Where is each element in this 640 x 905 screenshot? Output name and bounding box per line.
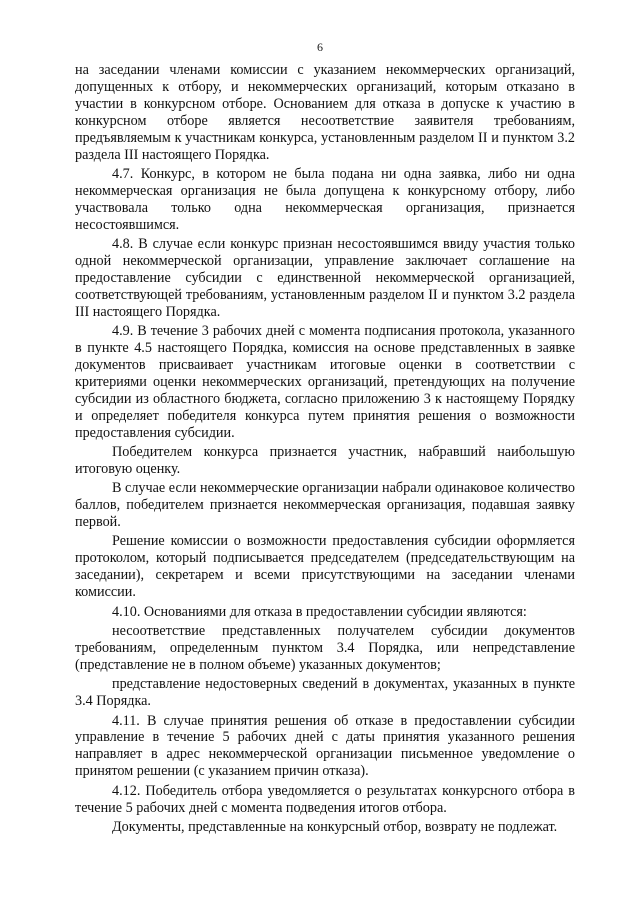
- paragraph-4-7: 4.7. Конкурс, в котором не была подана ни одна заявка, либо ни одна некоммерческая организация не была допущена к конкурсному отбору, либо участвовала только одна некоммерческая организация, признается несостоявшимся.: [75, 165, 575, 233]
- paragraph-documents: Документы, представленные на конкурсный отбор, возврату не подлежат.: [112, 818, 558, 835]
- paragraph-4-10-ground-b: представление недостоверных сведений в документах, указанных в пункте 3.4 Порядка.: [75, 676, 575, 710]
- paragraph-4-10: 4.10. Основаниями для отказа в предоставлении субсидии являются:: [112, 603, 527, 620]
- paragraph-equal-score: В случае если некоммерческие организации набрали одинаковое количество баллов, победителем признается некоммерческая организация, подавшая заявку первой.: [75, 480, 575, 531]
- paragraph-4-10-ground-a: несоответствие представленных получателем субсидии документов требованиям, определенным пунктом 3.4 Порядка, или непредставление (представление не в полном объеме) указанных документов;: [75, 623, 575, 673]
- paragraph-4-11: 4.11. В случае принятия решения об отказе в предоставлении субсидии управление в течение 5 рабочих дней с даты принятия указанного решения направляет в адрес некоммерческой организации письменное уведомление о принятом решении (с указанием причин отказа).: [75, 712, 575, 780]
- paragraph-decision: Решение комиссии о возможности предоставления субсидии оформляется протоколом, который подписывается председателем (председательствующим на заседании), секретарем и всеми присутствующими на заседании членами комиссии.: [75, 533, 575, 601]
- paragraph-4-12: 4.12. Победитель отбора уведомляется о результатах конкурсного отбора в течение 5 рабочих дней с момента подведения итогов отбора.: [75, 782, 575, 816]
- document-body: [75, 62, 575, 838]
- paragraph-4-9: 4.9. В течение 3 рабочих дней с момента подписания протокола, указанного в пункте 4.5 настоящего Порядка, комиссия на основе представленных в заявке документов присваивает участникам итоговые оценки в соответствии с критериями оценки некоммерческих организаций, претендующих на получение субсидии из областного бюджета, согласно приложению 3 к настоящему Порядку и определяет победителя конкурса путем принятия решения о возможности предоставления субсидии.: [75, 323, 575, 441]
- page-number: 6: [317, 40, 323, 54]
- paragraph-winner: Победителем конкурса признается участник, набравший наибольшую итоговую оценку.: [75, 443, 575, 477]
- paragraph-continuation: на заседании членами комиссии с указанием некоммерческих организаций, допущенных к отбору, и некоммерческих организаций, которым отказано в участии в конкурсном отборе. Основанием для отказа в допуске к участию в конкурсном отборе является несоответствие заявителя требованиям, предъявляемым к участникам конкурса, установленным разделом II и пунктом 3.2 раздела III настоящего Порядка.: [75, 62, 575, 163]
- paragraph-4-8: 4.8. В случае если конкурс признан несостоявшимся ввиду участия только одной некоммерческой организации, управление заключает соглашение на предоставление субсидии с единственной некоммерческой организацией, соответствующей требованиям, установленным разделом II и пунктом 3.2 раздела III настоящего Порядка.: [75, 236, 575, 320]
